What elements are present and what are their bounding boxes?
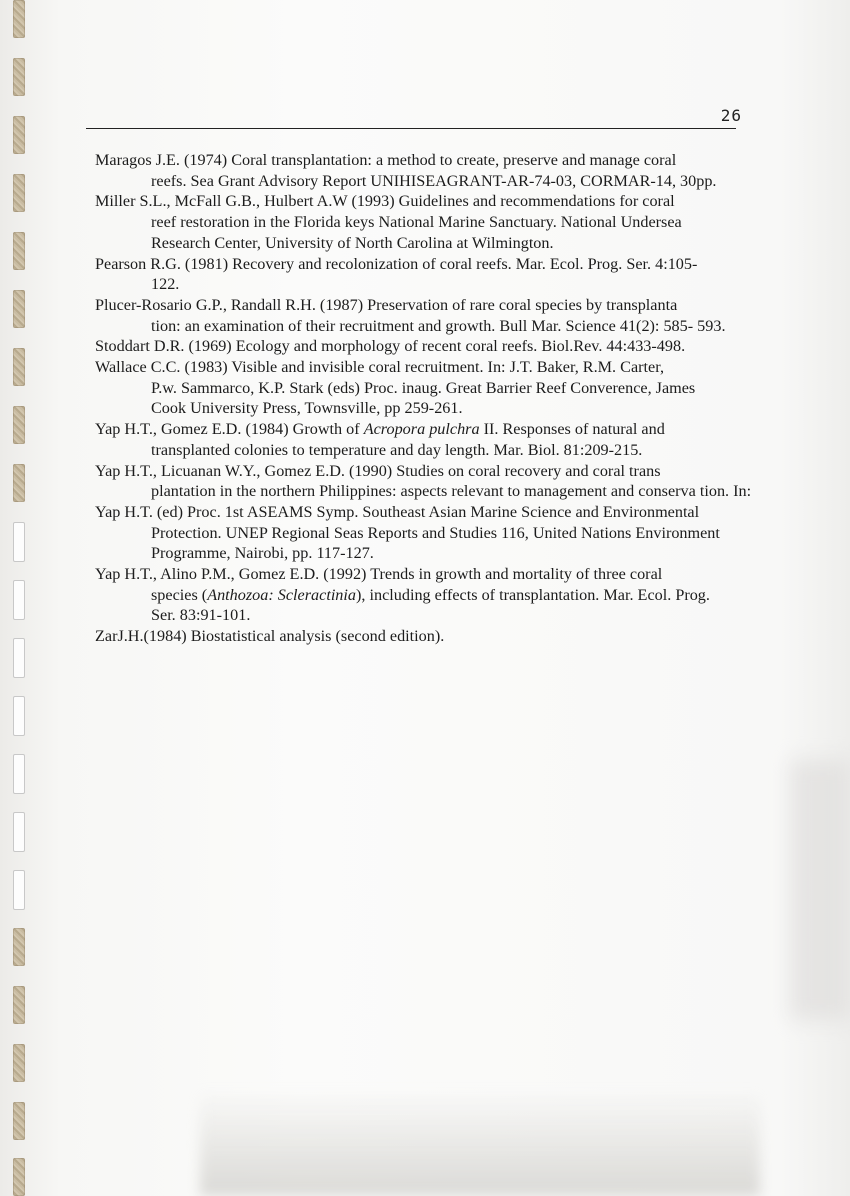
reference-line-continuation <box>123 212 755 233</box>
reference-text: Pearson R.G. (1981) Recovery and recolonization of coral reefs. Mar. Ecol. Prog. Ser. 4:105- <box>95 254 698 273</box>
reference-entry <box>95 461 755 502</box>
reference-text: reef restoration in the Florida keys National Marine Sanctuary. National Undersea <box>151 213 682 232</box>
reference-line-continuation <box>123 316 755 337</box>
binder-hole <box>13 522 25 562</box>
reference-text: Programme, Nairobi, pp. 117-127. <box>151 544 374 563</box>
binder-hole <box>13 870 25 910</box>
reference-text: P.w. Sammarco, K.P. Stark (eds) Proc. inaug. Great Barrier Reef Converence, James <box>151 378 696 397</box>
reference-line-first <box>95 357 755 378</box>
binder-hole <box>13 986 25 1024</box>
reference-line-first <box>95 419 755 440</box>
reference-entry <box>95 336 755 357</box>
reference-line-first <box>95 191 755 212</box>
reference-text: species ( <box>151 585 208 604</box>
reference-entry <box>95 150 755 191</box>
binder-hole <box>13 1044 25 1082</box>
reference-line-continuation <box>123 233 755 254</box>
binder-hole <box>13 464 25 502</box>
reference-line-continuation <box>123 585 755 606</box>
reference-line-continuation <box>123 543 755 564</box>
reference-entry <box>95 191 755 253</box>
reference-entry <box>95 254 755 295</box>
reference-text: tion: an examination of their recruitment and growth. Bull Mar. Science 41(2): 585- 593. <box>151 316 726 335</box>
reference-line-first <box>95 254 755 275</box>
reference-line-continuation <box>123 274 755 295</box>
reference-text: Research Center, University of North Carolina at Wilmington. <box>151 233 554 252</box>
binder-hole <box>13 638 25 678</box>
binder-hole <box>13 348 25 386</box>
reference-line-continuation <box>123 605 755 626</box>
reference-text: Yap H.T., Alino P.M., Gomez E.D. (1992) Trends in growth and mortality of three coral <box>95 565 663 584</box>
binder-hole <box>13 290 25 328</box>
reference-text: Protection. UNEP Regional Seas Reports and Studies 116, United Nations Environment <box>151 523 720 542</box>
reference-line-continuation <box>123 481 755 502</box>
reference-line-continuation <box>123 523 755 544</box>
reference-entry <box>95 357 755 419</box>
reference-text: Yap H.T. (ed) Proc. 1st ASEAMS Symp. Southeast Asian Marine Science and Environmental <box>95 502 700 521</box>
reference-italic-text: Anthozoa: Scleractinia <box>207 585 356 604</box>
reference-text: Stoddart D.R. (1969) Ecology and morphology of recent coral reefs. Biol.Rev. 44:433-498. <box>95 337 686 356</box>
binder-hole <box>13 928 25 966</box>
reference-text: plantation in the northern Philippines: aspects relevant to management and conserva tion. In: <box>151 482 752 501</box>
reference-entry <box>95 502 755 564</box>
reference-entry <box>95 419 755 460</box>
binder-hole <box>13 812 25 852</box>
reference-text: Wallace C.C. (1983) Visible and invisible coral recruitment. In: J.T. Baker, R.M. Carter, <box>95 358 664 377</box>
binder-hole <box>13 174 25 212</box>
binder-hole <box>13 1158 25 1196</box>
reference-text: 122. <box>151 275 180 294</box>
binder-hole <box>13 754 25 794</box>
scan-shadow <box>200 1090 760 1196</box>
reference-text: reefs. Sea Grant Advisory Report UNIHISEAGRANT-AR-74-03, CORMAR-14, 30pp. <box>151 171 717 190</box>
reference-text: Maragos J.E. (1974) Coral transplantation: a method to create, preserve and manage coral <box>95 151 677 169</box>
binder-hole <box>13 0 25 38</box>
reference-line-continuation <box>123 440 755 461</box>
reference-line-continuation <box>123 378 755 399</box>
reference-text: Ser. 83:91-101. <box>151 606 251 625</box>
reference-line-continuation <box>123 171 755 192</box>
reference-line-first <box>95 564 755 585</box>
reference-line-continuation <box>123 398 755 419</box>
page-number: 26 <box>720 106 742 125</box>
reference-line-first <box>95 150 755 171</box>
binder-holes <box>13 0 29 1196</box>
reference-list <box>95 150 755 647</box>
reference-entry <box>95 295 755 336</box>
binder-hole <box>13 696 25 736</box>
reference-line-first <box>95 336 755 357</box>
reference-text: II. Responses of natural and <box>479 420 665 439</box>
scan-shadow <box>790 760 850 1020</box>
binder-hole <box>13 232 25 270</box>
binder-hole <box>13 406 25 444</box>
reference-text: ZarJ.H.(1984) Biostatistical analysis (second edition). <box>95 627 445 646</box>
reference-text: Plucer-Rosario G.P., Randall R.H. (1987) Preservation of rare coral species by transplanta <box>95 295 678 314</box>
reference-italic-text: Acropora pulchra <box>363 420 480 439</box>
reference-line-first <box>95 461 755 482</box>
reference-text: Miller S.L., McFall G.B., Hulbert A.W (1993) Guidelines and recommendations for coral <box>95 192 675 211</box>
binder-hole <box>13 116 25 154</box>
binder-hole <box>13 58 25 96</box>
reference-text: Cook University Press, Townsville, pp 259-261. <box>151 399 463 418</box>
reference-line-first <box>95 295 755 316</box>
reference-entry <box>95 626 755 647</box>
reference-text: Yap H.T., Gomez E.D. (1984) Growth of <box>95 420 364 439</box>
header-rule <box>86 128 736 129</box>
reference-entry <box>95 564 755 626</box>
reference-line-first <box>95 626 755 647</box>
binder-hole <box>13 580 25 620</box>
binder-hole <box>13 1102 25 1140</box>
reference-text: Yap H.T., Licuanan W.Y., Gomez E.D. (1990) Studies on coral recovery and coral trans <box>95 461 661 480</box>
reference-line-first <box>95 502 755 523</box>
reference-text: ), including effects of transplantation. Mar. Ecol. Prog. <box>356 585 710 604</box>
reference-text: transplanted colonies to temperature and day length. Mar. Biol. 81:209-215. <box>151 440 643 459</box>
